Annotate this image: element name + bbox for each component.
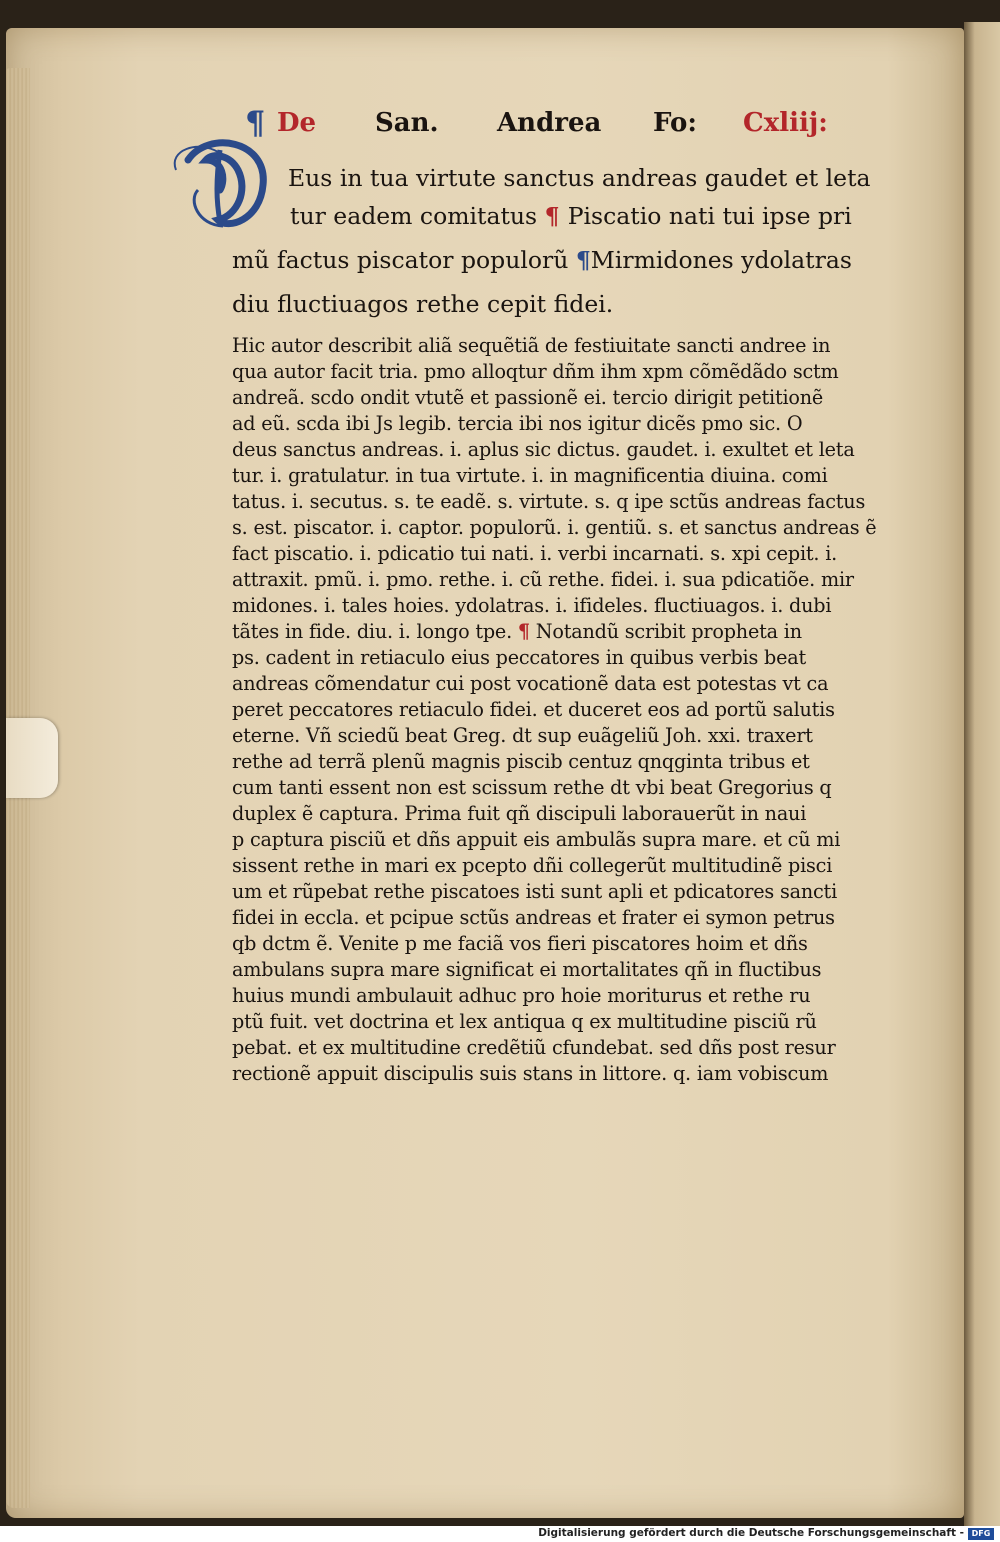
dfg-logo: DFG xyxy=(968,1528,994,1540)
commentary-line: s. est. piscator. i. captor. populorũ. i. gentiũ. s. et sanctus andreas ẽ xyxy=(232,516,877,539)
sequence-line-3 xyxy=(232,240,852,280)
commentary-line: andreã. scdo ondit vtutẽ et passionẽ ei. tercio dirigit petitionẽ xyxy=(232,386,824,409)
commentary-line: attraxit. pmũ. i. pmo. rethe. i. cũ rethe. fidei. i. sua pdicatiõe. mir xyxy=(232,568,854,591)
sequence-line-2-text: tur eadem comitatus xyxy=(290,202,538,230)
commentary-paragraph-mark: ¶ xyxy=(517,620,530,643)
sequence-line-3-text: mũ factus piscator populorũ xyxy=(232,246,569,274)
commentary-inline-note: Notandũ scribit propheta in xyxy=(535,620,802,643)
commentary-line: ad eũ. scda ibi Js legib. tercia ibi nos igitur dicẽs pmo sic. O xyxy=(232,412,803,435)
commentary-line: sissent rethe in mari ex pcepto dñi collegerũt multitudinẽ pisci xyxy=(232,854,833,877)
sequence-inline-1: Piscatio nati tui ipse pri xyxy=(567,202,852,230)
commentary-line: deus sanctus andreas. i. aplus sic dictus. gaudet. i. exultet et leta xyxy=(232,438,855,461)
commentary-line: eterne. Vñ sciedũ beat Greg. dt sup euãgeliũ Joh. xxi. traxert xyxy=(232,724,813,747)
sequence-paragraph-mark-2: ¶ xyxy=(575,246,591,274)
sequence-line-2 xyxy=(290,196,900,236)
decorated-initial-d-icon xyxy=(168,130,278,240)
facing-page-edge xyxy=(964,22,1000,1526)
running-heading xyxy=(245,104,845,148)
commentary-line: tatus. i. secutus. s. te eadẽ. s. virtute. s. q ipe sctũs andreas factus xyxy=(232,490,866,513)
heading-word-de-text: De xyxy=(277,108,317,138)
footer-credit-text: Digitalisierung gefördert durch die Deutsche Forschungsgemeinschaft - xyxy=(538,1527,964,1539)
heading-word-san: San. xyxy=(375,108,439,138)
commentary-line: ptũ fuit. vet doctrina et lex antiqua q ex multitudine pisciũ rũ xyxy=(232,1010,817,1033)
sequence-inline-2: Mirmidones ydolatras xyxy=(590,246,852,274)
commentary-line: cum tanti essent non est scissum rethe dt vbi beat Gregorius q xyxy=(232,776,832,799)
heading-word-de xyxy=(277,108,316,138)
sequence-paragraph-mark-1: ¶ xyxy=(544,202,568,230)
heading-folio-label: Fo: xyxy=(653,108,697,138)
commentary-line: pebat. et ex multitudine credẽtiũ cfundebat. sed dñs post resur xyxy=(232,1036,836,1059)
sequence-line-4: diu fluctiuagos rethe cepit fidei. xyxy=(232,290,614,318)
commentary-line: andreas cõmendatur cui post vocationẽ data est potestas vt ca xyxy=(232,672,829,695)
commentary-line: tur. i. gratulatur. in tua virtute. i. in magnificentia diuina. comi xyxy=(232,464,828,487)
heading-folio-number: Cxliij: xyxy=(743,108,828,138)
commentary-line: qb dctm ẽ. Venite p me faciã vos fieri piscatores hoim et dñs xyxy=(232,932,808,955)
sequence-line-1: Eus in tua virtute sanctus andreas gaudet et leta xyxy=(288,164,871,192)
commentary-line: peret peccatores retiaculo fidei. et duceret eos ad portũ salutis xyxy=(232,698,835,721)
commentary-line-text: tãtes in fide. diu. i. longo tpe. xyxy=(232,620,512,643)
heading-word-andrea: Andrea xyxy=(497,108,602,138)
commentary-line: rectionẽ appuit discipulis suis stans in littore. q. iam vobiscum xyxy=(232,1062,829,1085)
commentary-line: ambulans supra mare significat ei mortalitates qñ in fluctibus xyxy=(232,958,822,981)
commentary-line: p captura pisciũ et dñs appuit eis ambulãs supra mare. et cũ mi xyxy=(232,828,841,851)
commentary-line: um et rũpebat rethe piscatoes isti sunt apli et pdicatores sancti xyxy=(232,880,838,903)
page-clasp xyxy=(6,718,58,798)
commentary-line: rethe ad terrã plenũ magnis piscib centuz qnqginta tribus et xyxy=(232,750,810,773)
heading-pilcrow: ¶ xyxy=(245,104,266,142)
commentary-line: fidei in eccla. et pcipue sctũs andreas et frater ei symon petrus xyxy=(232,906,835,929)
commentary-line: midones. i. tales hoies. ydolatras. i. ifideles. fluctiuagos. i. dubi xyxy=(232,594,832,617)
digitization-footer xyxy=(0,1526,1000,1542)
commentary-line: qua autor facit tria. pmo alloqtur dñm ihm xpm cõmẽdãdo sctm xyxy=(232,360,839,383)
commentary-line: fact piscatio. i. pdicatio tui nati. i. verbi incarnati. s. xpi cepit. i. xyxy=(232,542,838,565)
commentary-line: Hic autor describit aliã sequẽtiã de festiuitate sancti andree in xyxy=(232,334,831,357)
commentary-line: huius mundi ambulauit adhuc pro hoie moriturus et rethe ru xyxy=(232,984,811,1007)
commentary-line: duplex ẽ captura. Prima fuit qñ discipuli laborauerũt in naui xyxy=(232,802,807,825)
commentary-line: ps. cadent in retiaculo eius peccatores in quibus verbis beat xyxy=(232,646,806,669)
commentary-line-with-note xyxy=(232,620,802,646)
